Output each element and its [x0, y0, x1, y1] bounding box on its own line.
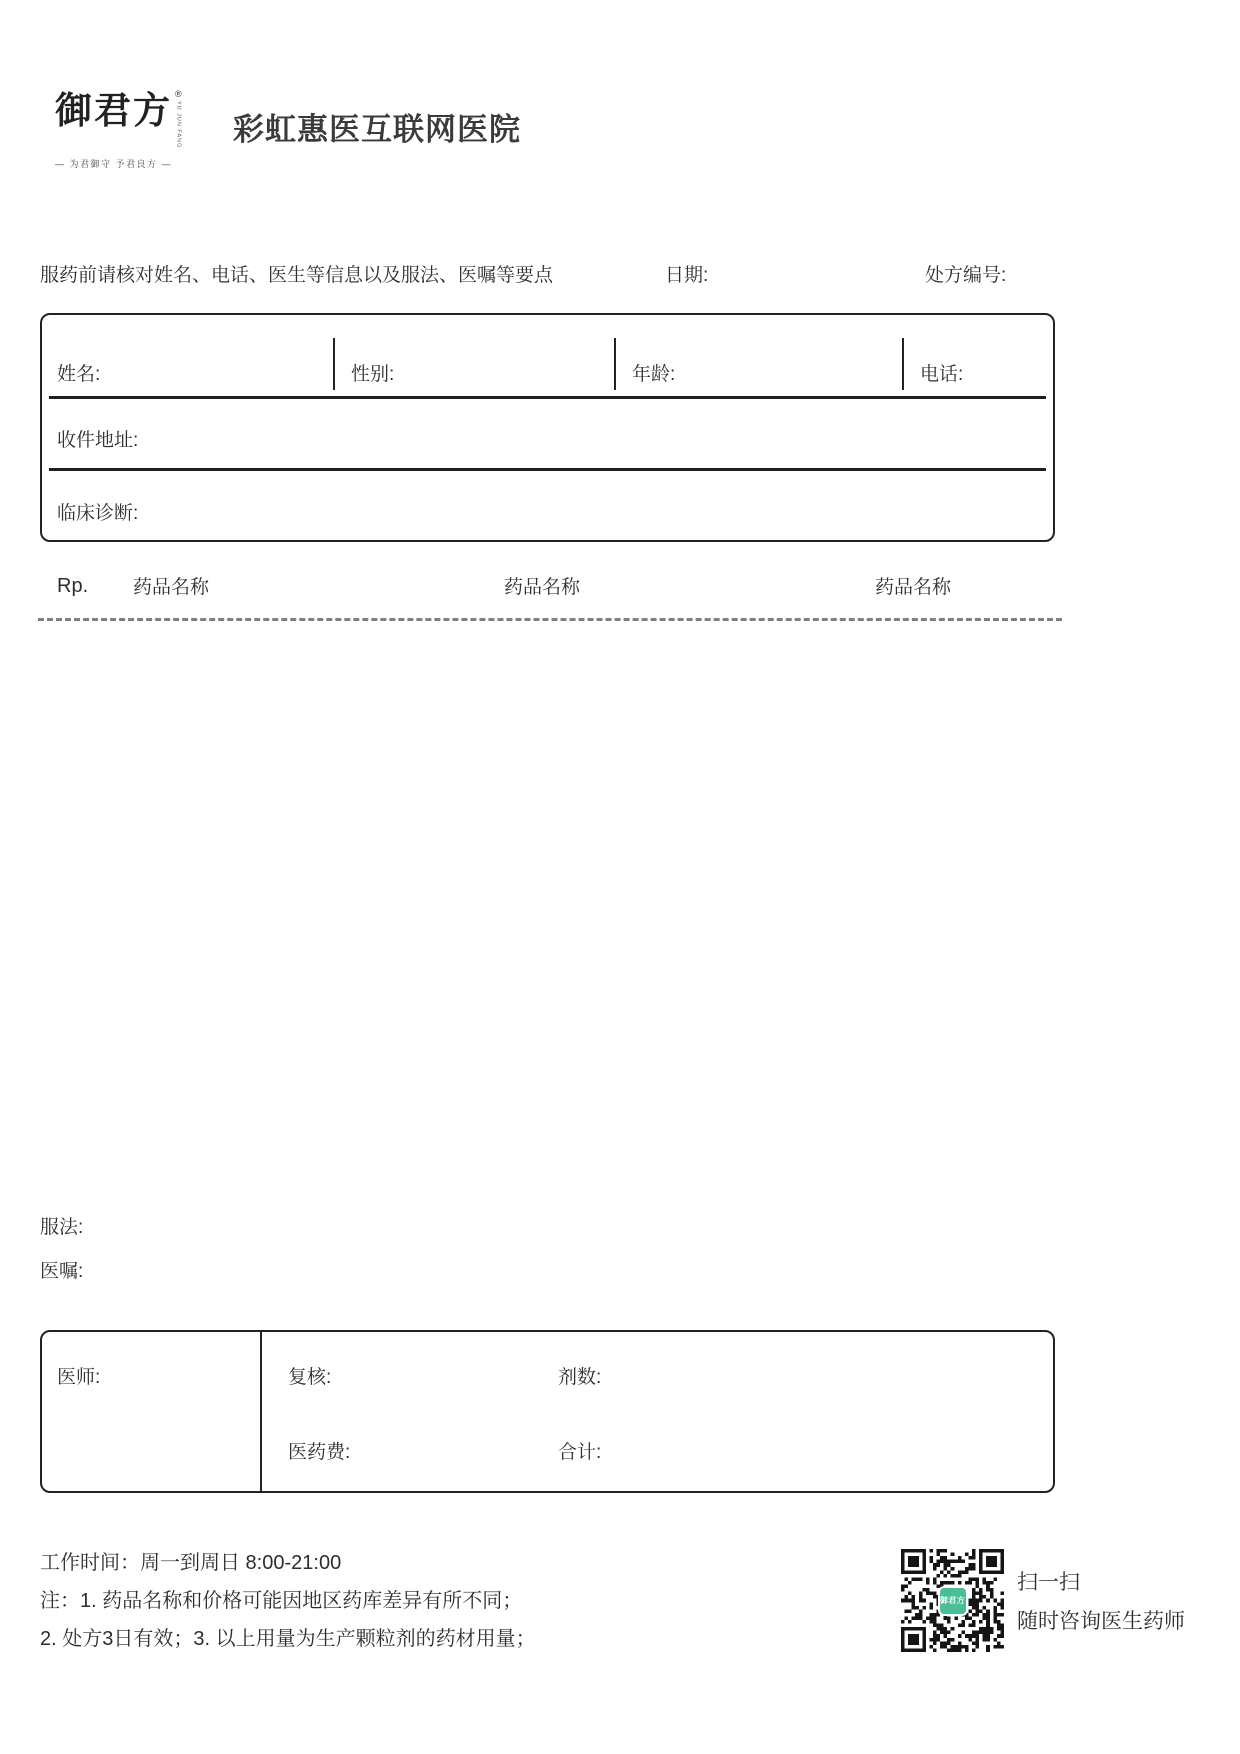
- column-divider: [333, 338, 335, 390]
- yujunfang-logo: [55, 90, 182, 170]
- advice-label: 医嘱:: [40, 1261, 84, 1282]
- rx-number-label: 处方编号:: [925, 265, 1007, 286]
- doctor-label: 医师:: [57, 1367, 101, 1388]
- qr-code-icon: [901, 1549, 1004, 1652]
- verify-notice: 服药前请核对姓名、电话、医生等信息以及服法、医嘱等要点: [40, 265, 554, 286]
- column-divider: [902, 338, 904, 390]
- review-label: 复核:: [288, 1367, 332, 1388]
- work-time: 工作时间：周一到周日 8:00-21:00: [40, 1552, 342, 1574]
- drug-name-header: 药品名称: [133, 577, 210, 598]
- drug-name-header: 药品名称: [504, 577, 581, 598]
- dashed-separator: [38, 618, 1062, 621]
- rp-label: Rp.: [57, 575, 89, 597]
- address-label: 收件地址:: [57, 430, 139, 451]
- date-label: 日期:: [665, 265, 709, 286]
- logo-wordmark: 御君方: [55, 88, 172, 132]
- qr-center-logo: [938, 1586, 968, 1616]
- scan-title: 扫一扫: [1017, 1571, 1080, 1594]
- hospital-name: 彩虹惠医互联网医院: [233, 112, 521, 147]
- note-line-1: 注：1. 药品名称和价格可能因地区药库差异有所不同；: [40, 1590, 523, 1612]
- row-divider: [49, 396, 1046, 399]
- signature-box: [40, 1330, 1055, 1493]
- logo-row: [55, 90, 182, 148]
- phone-label: 电话:: [920, 364, 964, 385]
- column-divider: [260, 1332, 262, 1491]
- note-line-2: 2. 处方3日有效；3. 以上用量为生产颗粒剂的药材用量；: [40, 1628, 536, 1650]
- total-label: 合计:: [558, 1442, 602, 1463]
- doses-label: 剂数:: [558, 1367, 602, 1388]
- registered-mark-icon: ®: [175, 89, 182, 99]
- drug-name-header: 药品名称: [875, 577, 952, 598]
- diagnosis-label: 临床诊断:: [57, 503, 139, 524]
- patient-info-box: [40, 313, 1055, 542]
- qr-center-logo-text: 御君方: [939, 1596, 966, 1605]
- row-divider: [49, 468, 1046, 471]
- gender-label: 性别:: [351, 364, 395, 385]
- logo-side: [175, 90, 182, 148]
- usage-label: 服法:: [40, 1217, 84, 1238]
- name-label: 姓名:: [57, 364, 101, 385]
- logo-tagline: — 为君御守 予君良方 —: [55, 159, 173, 170]
- column-divider: [614, 338, 616, 390]
- logo-vertical-text: YU JUN FANG: [175, 101, 182, 149]
- scan-subtitle: 随时咨询医生药师: [1017, 1610, 1185, 1633]
- age-label: 年龄:: [632, 364, 676, 385]
- fee-label: 医药费:: [288, 1442, 351, 1463]
